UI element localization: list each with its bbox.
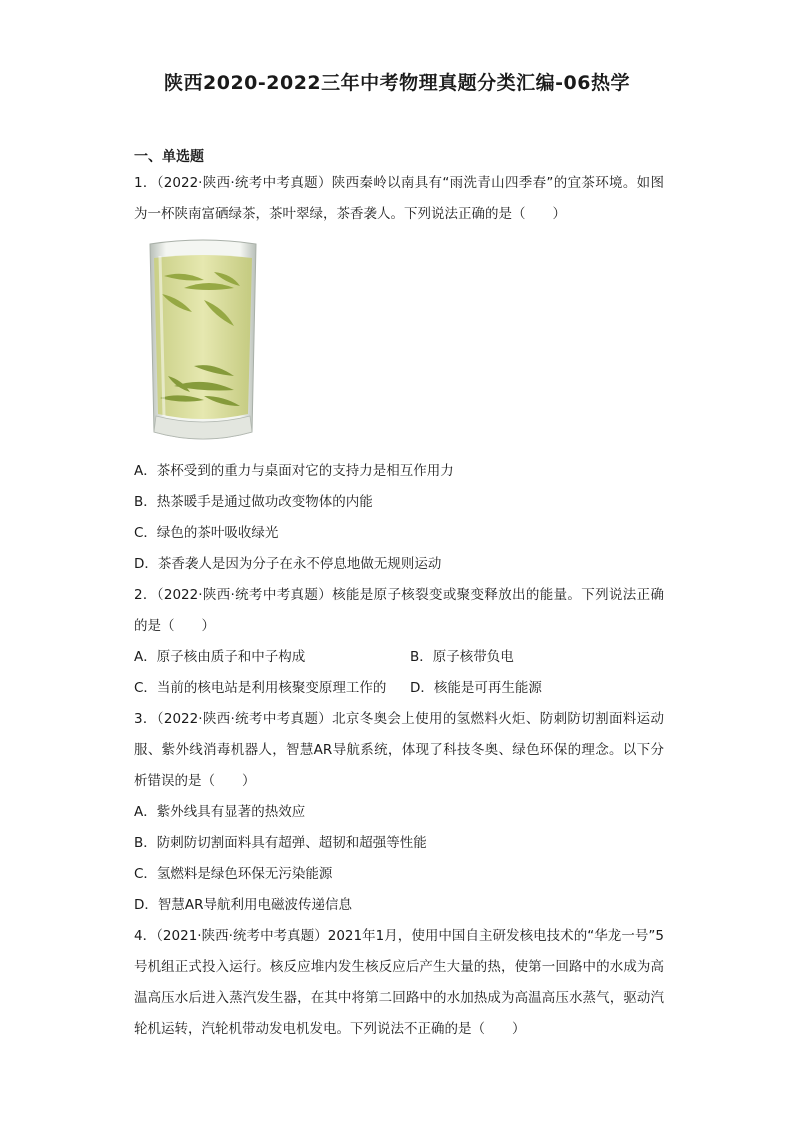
option-d: D．茶香袭人是因为分子在永不停息地做无规则运动 (134, 556, 442, 572)
option-c: C．当前的核电站是利用核聚变原理工作的 (134, 680, 387, 696)
question-2 (134, 580, 664, 704)
section-heading: 一、单选题 (134, 149, 204, 165)
option-a: A．茶杯受到的重力与桌面对它的支持力是相互作用力 (134, 463, 454, 479)
question-list (134, 168, 664, 1045)
question-3 (134, 704, 664, 921)
option-b: B．热茶暖手是通过做功改变物体的内能 (134, 494, 373, 510)
question-stem: 4．（2021·陕西·统考中考真题）2021年1月，使用中国自主研发核电技术的“华龙一号”5号机组正式投入运行。核反应堆内发生核反应后产生大量的热，使第一回路中的水成为高温高压水后进入蒸汽发生器，在其中将第二回路中的水加热成为高温高压水蒸气，驱动汽轮机运转，汽轮机带动发电机发电。下列说法不正确的是（ ） (134, 928, 664, 1037)
option-row (134, 673, 664, 704)
question-4 (134, 921, 664, 1045)
page-title: 陕西2020-2022三年中考物理真题分类汇编-06热学 (164, 72, 630, 94)
glass-of-green-tea-image (144, 236, 262, 448)
option-c: C．氢燃料是绿色环保无污染能源 (134, 866, 333, 882)
question-stem: 3．（2022·陕西·统考中考真题）北京冬奥会上使用的氢燃料火炬、防刺防切割面料运动服、紫外线消毒机器人，智慧AR导航系统，体现了科技冬奥、绿色环保的理念。以下分析错误的是（ ） (134, 711, 664, 789)
option-c: C．绿色的茶叶吸收绿光 (134, 525, 279, 541)
option-b: B．原子核带负电 (410, 649, 514, 665)
option-row (134, 642, 664, 673)
option-b: B．防刺防切割面料具有超弹、超韧和超强等性能 (134, 835, 427, 851)
question-stem: 1．（2022·陕西·统考中考真题）陕西秦岭以南具有“雨洗青山四季春”的宜茶环境。如图为一杯陕南富硒绿茶，茶叶翠绿，茶香袭人。下列说法正确的是（ ） (134, 175, 664, 222)
option-d: D．核能是可再生能源 (410, 680, 542, 696)
option-a: A．原子核由质子和中子构成 (134, 649, 306, 665)
option-d: D．智慧AR导航利用电磁波传递信息 (134, 897, 353, 913)
question-stem: 2．（2022·陕西·统考中考真题）核能是原子核裂变或聚变释放出的能量。下列说法正确的是（ ） (134, 587, 664, 634)
question-1 (134, 168, 664, 580)
option-a: A．紫外线具有显著的热效应 (134, 804, 306, 820)
